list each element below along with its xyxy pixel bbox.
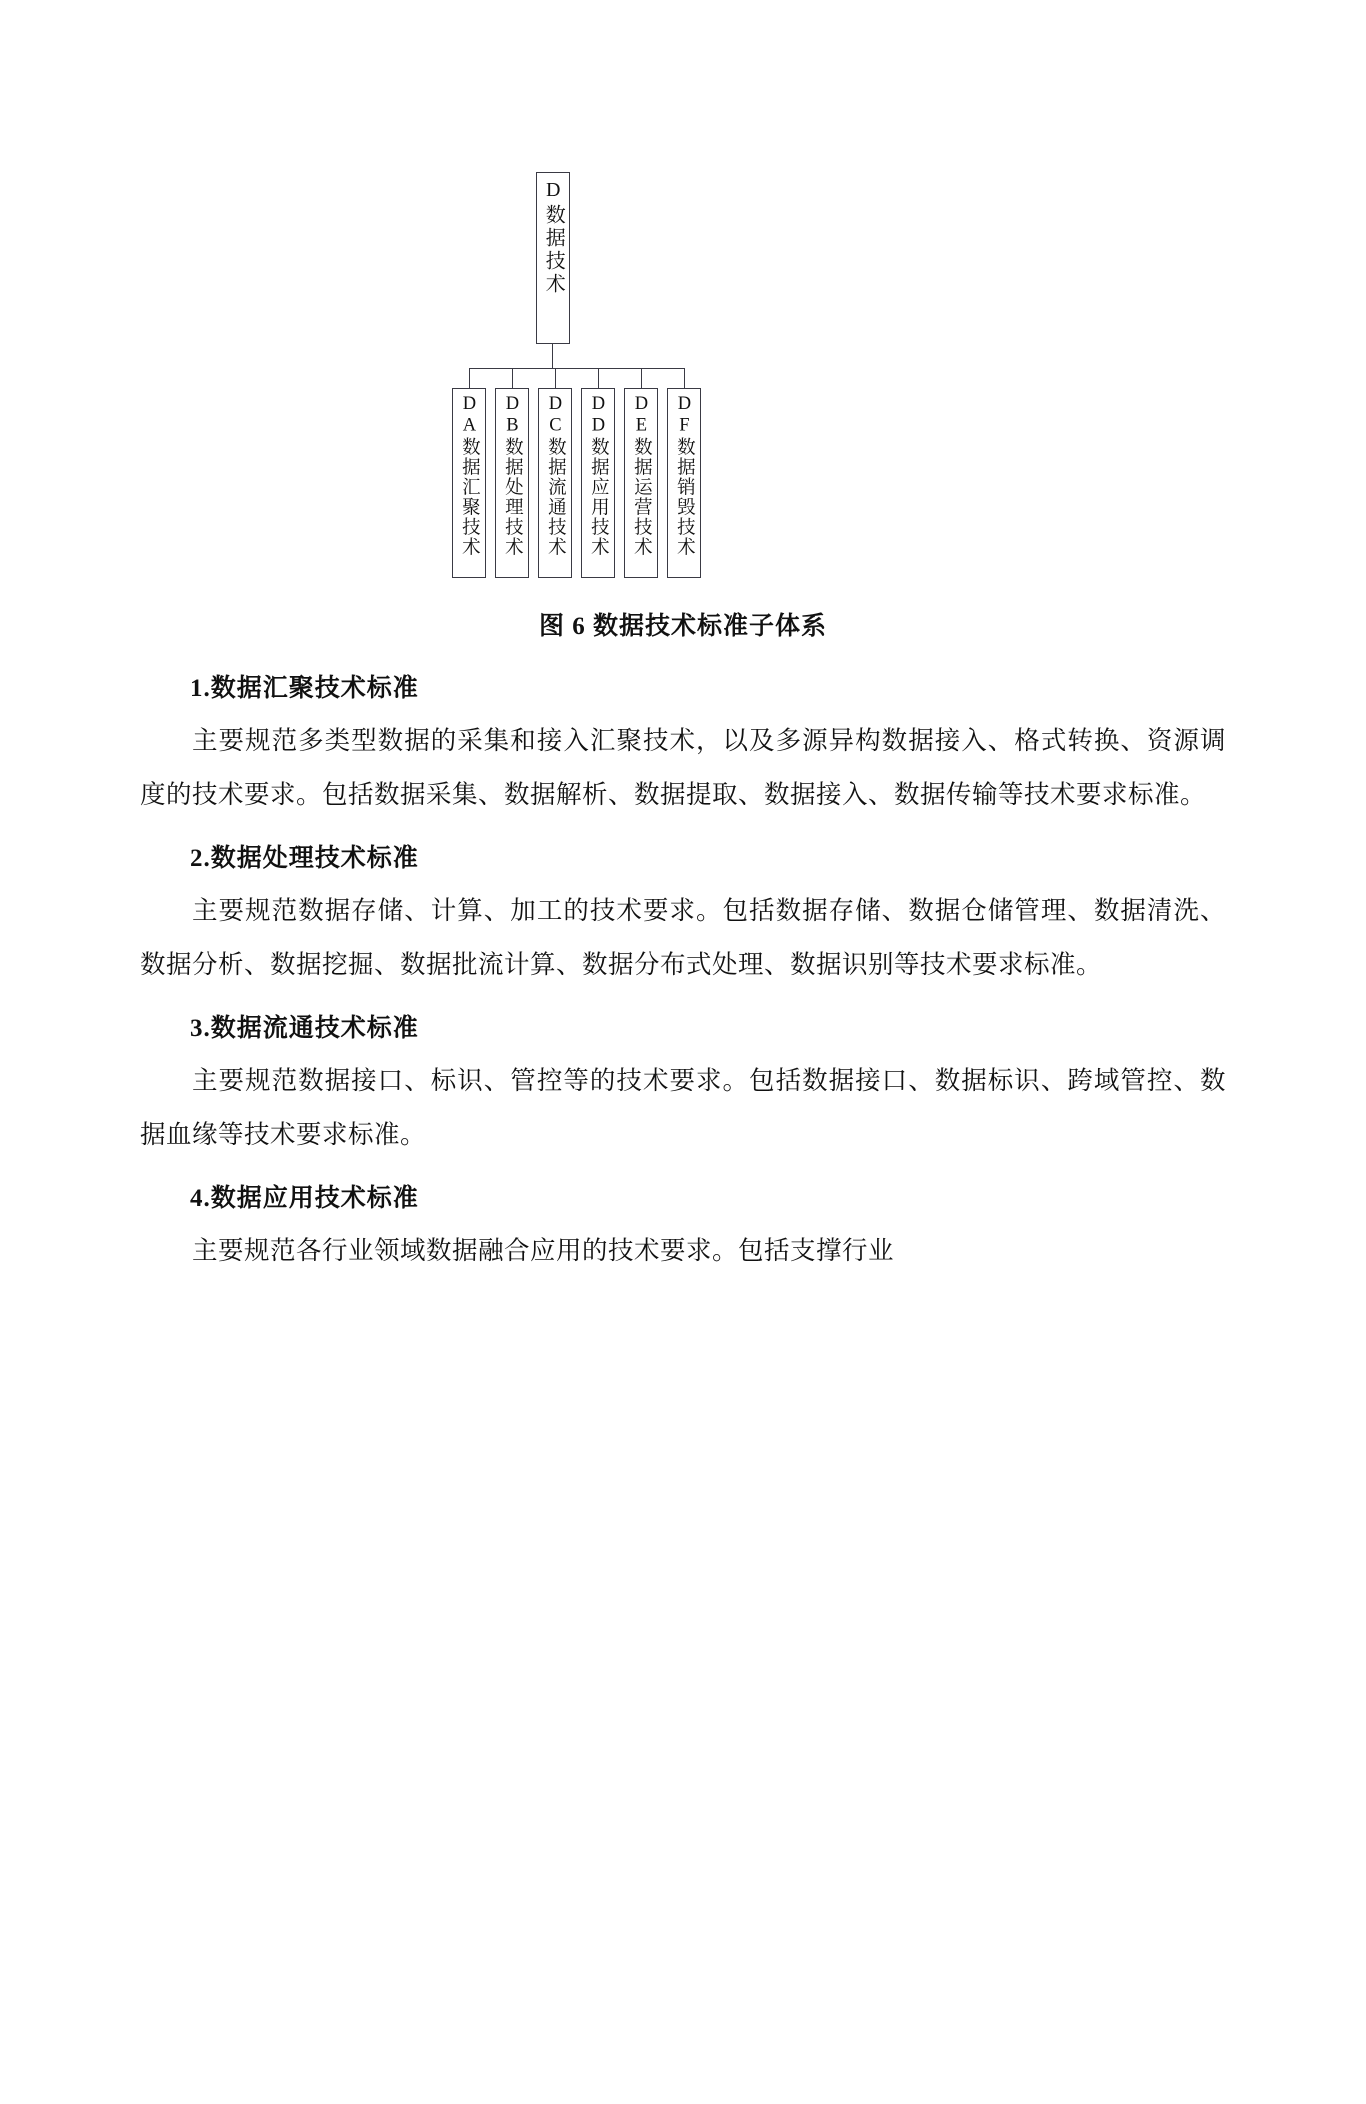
standards-hierarchy-diagram bbox=[140, 172, 1226, 592]
diagram-node-df bbox=[667, 388, 701, 578]
section-heading-2: 2.数据处理技术标准 bbox=[190, 845, 419, 872]
diagram-node-root bbox=[536, 172, 570, 344]
diagram-node-db bbox=[495, 388, 529, 578]
connector-drop-6 bbox=[684, 368, 685, 388]
diagram-node-da bbox=[452, 388, 486, 578]
diagram-node-dc bbox=[538, 388, 572, 578]
section-body-3: 主要规范数据接口、标识、管控等的技术要求。包括数据接口、数据标识、跨域管控、数据血缘等技术要求标准。 bbox=[140, 1066, 1226, 1149]
connector-drop-1 bbox=[469, 368, 470, 388]
section-body-2: 主要规范数据存储、计算、加工的技术要求。包括数据存储、数据仓储管理、数据清洗、数据分析、数据挖掘、数据批流计算、数据分布式处理、数据识别等技术要求标准。 bbox=[140, 896, 1226, 979]
diagram-node-df-label: DF数据销毁技术 bbox=[674, 394, 695, 557]
diagram-node-dc-label: DC数据流通技术 bbox=[545, 394, 566, 557]
section-body-1: 主要规范多类型数据的采集和接入汇聚技术，以及多源异构数据接入、格式转换、资源调度的技术要求。包括数据采集、数据解析、数据提取、数据接入、数据传输等技术要求标准。 bbox=[140, 726, 1226, 809]
connector-drop-3 bbox=[555, 368, 556, 388]
diagram-node-da-label: DA数据汇聚技术 bbox=[459, 394, 480, 557]
document-page bbox=[0, 172, 1366, 2104]
section-heading-1: 1.数据汇聚技术标准 bbox=[190, 675, 419, 702]
connector-drop-4 bbox=[598, 368, 599, 388]
diagram-node-de-label: DE数据运营技术 bbox=[631, 394, 652, 557]
section-body-4: 主要规范各行业领域数据融合应用的技术要求。包括支撑行业 bbox=[192, 1236, 895, 1265]
figure-caption: 图 6 数据技术标准子体系 bbox=[538, 613, 827, 640]
connector-drop-2 bbox=[512, 368, 513, 388]
connector-horizontal-bus bbox=[469, 368, 684, 369]
diagram-node-dd bbox=[581, 388, 615, 578]
diagram-node-root-label: D数据技术 bbox=[542, 179, 565, 296]
connector-drop-5 bbox=[641, 368, 642, 388]
diagram-node-de bbox=[624, 388, 658, 578]
connector-root-stem bbox=[552, 344, 553, 368]
diagram-node-dd-label: DD数据应用技术 bbox=[588, 394, 609, 557]
section-heading-4: 4.数据应用技术标准 bbox=[190, 1185, 419, 1212]
section-heading-3: 3.数据流通技术标准 bbox=[190, 1015, 419, 1042]
diagram-node-db-label: DB数据处理技术 bbox=[502, 394, 523, 557]
